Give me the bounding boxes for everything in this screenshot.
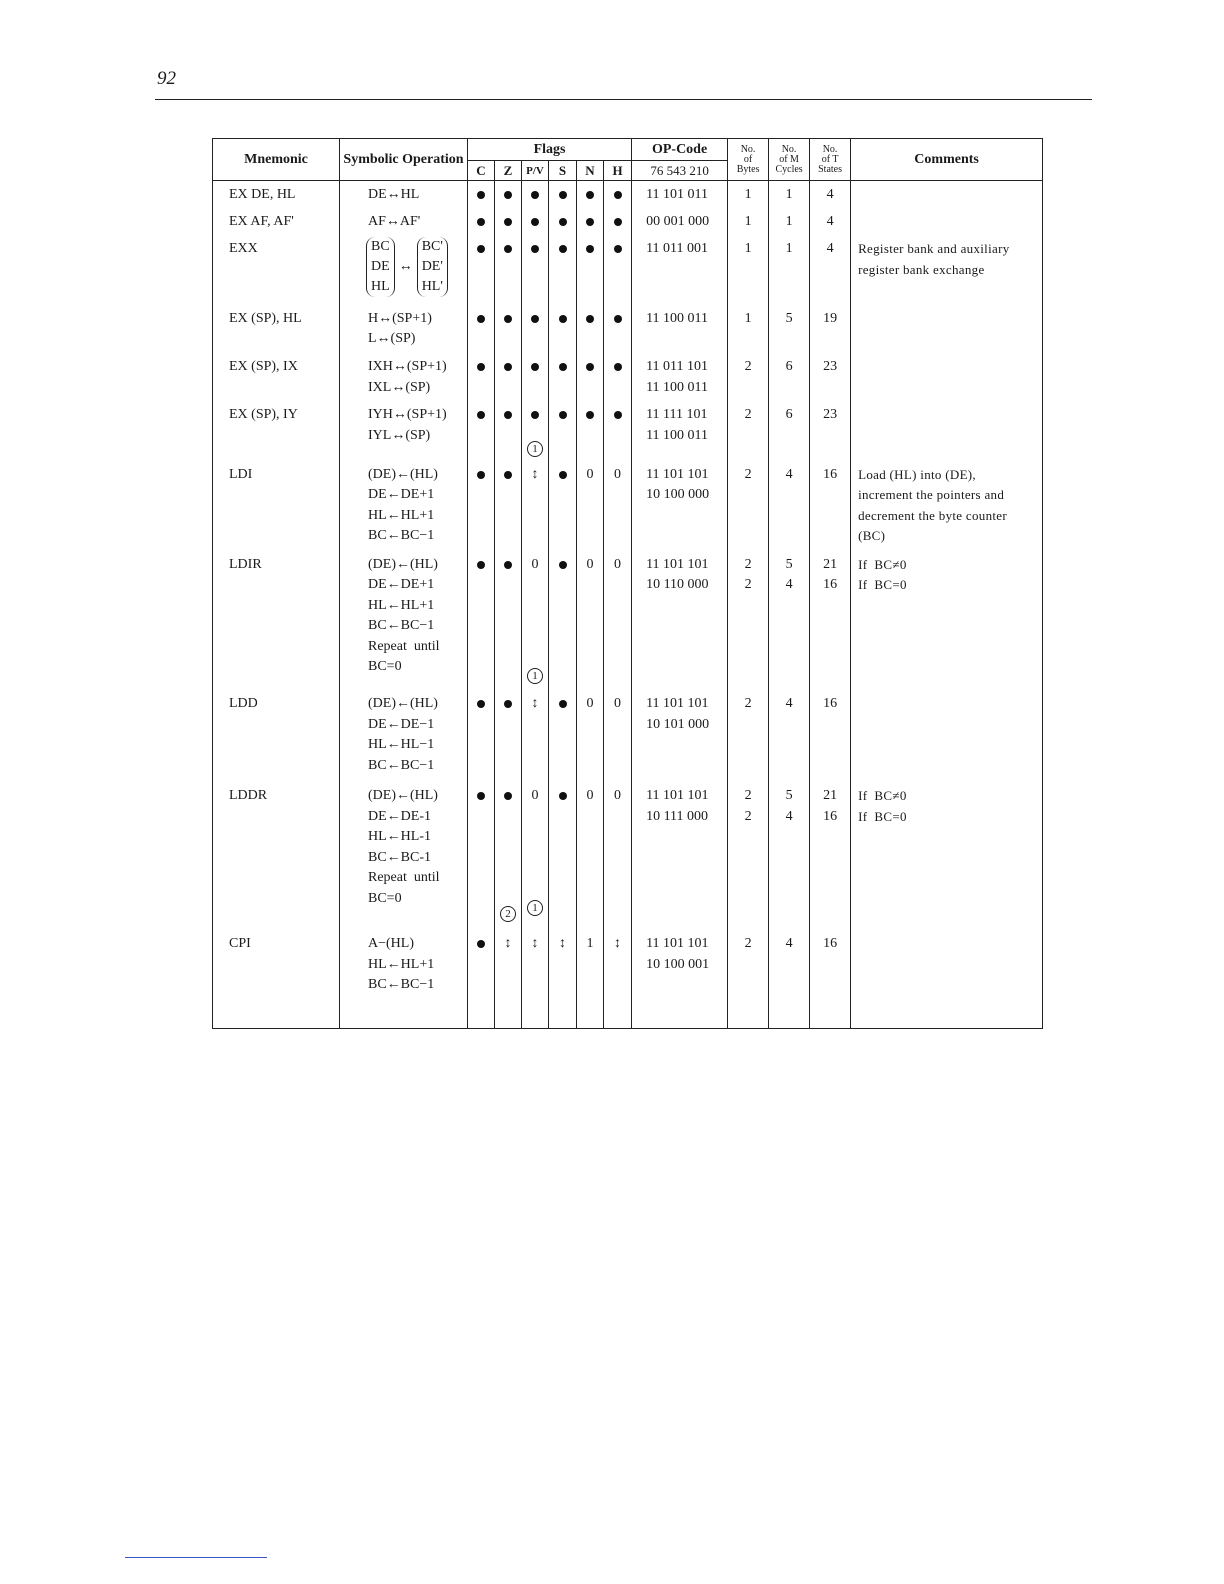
header-comments: Comments <box>851 139 1043 181</box>
dot-icon <box>504 700 512 708</box>
m-cycles-cell: 6 <box>769 399 810 460</box>
t-states-cell: 4 <box>810 181 851 207</box>
operation-cell: (DE)←(HL) DE←DE−1 HL←HL−1 BC←BC−1 <box>340 690 468 778</box>
dot-icon <box>504 191 512 199</box>
table-row <box>213 778 1043 928</box>
note-2-marker: 2 <box>500 906 516 922</box>
note-1-marker: 1 <box>527 441 543 457</box>
note-1-marker: 1 <box>527 900 543 916</box>
dot-icon <box>531 245 539 253</box>
dot-icon <box>531 218 539 226</box>
dot-icon <box>477 700 485 708</box>
comment-cell: Load (HL) into (DE), increment the pointers and decrement the byte counter (BC) <box>851 461 1043 549</box>
page-number: 92 <box>157 68 176 89</box>
table-row <box>213 461 1043 549</box>
opcode-cell: 11 101 101 10 101 000 <box>632 690 728 778</box>
operation-cell: A−(HL) HL←HL+1 BC←BC−1 <box>340 928 468 997</box>
table-row <box>213 399 1043 460</box>
mnemonic-cell: EX DE, HL <box>213 181 340 207</box>
t-states-cell: 21 16 <box>810 778 851 928</box>
opcode-cell: 11 101 101 10 100 001 <box>632 928 728 997</box>
bytes-cell: 1 <box>728 206 769 233</box>
table-row <box>213 928 1043 997</box>
bytes-cell: 2 <box>728 351 769 399</box>
dot-icon <box>559 245 567 253</box>
register-matrix-main: BC DE HL <box>366 237 395 297</box>
dot-icon <box>477 792 485 800</box>
table-row <box>213 181 1043 207</box>
opcode-cell: 11 111 101 11 100 011 <box>632 399 728 460</box>
flag-z-cell: ↕ <box>495 928 522 997</box>
t-states-cell: 23 <box>810 351 851 399</box>
table-row <box>213 303 1043 351</box>
dot-icon <box>504 561 512 569</box>
header-flag-s: S <box>549 161 577 181</box>
header-opcode-bits: 76 543 210 <box>632 161 728 181</box>
exchange-arrow: ↔ <box>398 259 413 275</box>
dot-icon <box>559 315 567 323</box>
operation-cell: (DE)←(HL) DE←DE-1 HL←HL-1 BC←BC-1 Repeat until BC=0 <box>340 778 468 928</box>
t-states-cell: 16 <box>810 928 851 997</box>
operation-cell: (DE)←(HL) DE←DE+1 HL←HL+1 BC←BC−1 <box>340 461 468 549</box>
bytes-cell: 1 <box>728 233 769 303</box>
dot-icon <box>614 218 622 226</box>
dot-icon <box>504 471 512 479</box>
mnemonic-cell: EX AF, AF' <box>213 206 340 233</box>
opcode-cell: 11 011 001 <box>632 233 728 303</box>
t-states-cell: 4 <box>810 206 851 233</box>
table-row <box>213 690 1043 778</box>
t-states-cell: 16 <box>810 461 851 549</box>
header-m-cycles: No. of M Cycles <box>769 139 810 181</box>
flag-pv-cell: ↕ <box>522 928 549 997</box>
bytes-cell: 2 2 <box>728 778 769 928</box>
flag-pv-cell: 0 1 <box>522 549 549 690</box>
mnemonic-cell: EX (SP), IY <box>213 399 340 460</box>
m-cycles-cell: 6 <box>769 351 810 399</box>
mnemonic-cell: EX (SP), HL <box>213 303 340 351</box>
dot-icon <box>559 191 567 199</box>
dot-icon <box>504 363 512 371</box>
operation-cell: (DE)←(HL) DE←DE+1 HL←HL+1 BC←BC−1 Repeat until BC=0 <box>340 549 468 690</box>
header-flag-pv: P/V <box>522 161 549 181</box>
operation-cell: DE↔HL <box>340 181 468 207</box>
header-rule <box>155 99 1092 100</box>
dot-icon <box>559 411 567 419</box>
header-symbolic-operation: Symbolic Operation <box>340 139 468 181</box>
dot-icon <box>586 363 594 371</box>
m-cycles-cell: 5 4 <box>769 549 810 690</box>
m-cycles-cell: 4 <box>769 928 810 997</box>
dot-icon <box>614 411 622 419</box>
dot-icon <box>531 191 539 199</box>
bytes-cell: 1 <box>728 181 769 207</box>
dot-icon <box>614 363 622 371</box>
dot-icon <box>559 700 567 708</box>
t-states-cell: 21 16 <box>810 549 851 690</box>
flag-h-cell: ↕ <box>604 928 632 997</box>
header-bytes: No. of Bytes <box>728 139 769 181</box>
dot-icon <box>531 315 539 323</box>
operation-cell: H↔(SP+1) L↔(SP) <box>340 303 468 351</box>
t-states-cell: 16 <box>810 690 851 778</box>
opcode-cell: 11 011 101 11 100 011 <box>632 351 728 399</box>
bytes-cell: 2 <box>728 690 769 778</box>
footer-rule <box>125 1557 267 1558</box>
flag-h-cell: 0 <box>604 690 632 778</box>
mnemonic-cell: LDI <box>213 461 340 549</box>
opcode-cell: 11 101 011 <box>632 181 728 207</box>
dot-icon <box>504 218 512 226</box>
m-cycles-cell: 1 <box>769 181 810 207</box>
flag-pv-cell: ↕ <box>522 461 549 549</box>
dot-icon <box>504 411 512 419</box>
flag-h-cell: 0 <box>604 778 632 928</box>
m-cycles-cell: 4 <box>769 690 810 778</box>
dot-icon <box>586 245 594 253</box>
t-states-cell: 4 <box>810 233 851 303</box>
header-t-states: No. of T States <box>810 139 851 181</box>
m-cycles-cell: 1 <box>769 206 810 233</box>
table-row <box>213 233 1043 303</box>
opcode-cell: 11 100 011 <box>632 303 728 351</box>
operation-cell <box>340 233 468 303</box>
dot-icon <box>477 940 485 948</box>
m-cycles-cell: 5 4 <box>769 778 810 928</box>
bytes-cell: 2 <box>728 399 769 460</box>
dot-icon <box>614 315 622 323</box>
flag-n-cell: 0 <box>577 778 604 928</box>
m-cycles-cell: 4 <box>769 461 810 549</box>
dot-icon <box>586 411 594 419</box>
comment-cell: Register bank and auxiliary register bank exchange <box>851 233 1043 303</box>
opcode-cell: 11 101 101 10 110 000 <box>632 549 728 690</box>
dot-icon <box>477 411 485 419</box>
flag-n-cell: 0 <box>577 690 604 778</box>
opcode-cell: 11 101 101 10 100 000 <box>632 461 728 549</box>
comment-cell: If BC≠0 If BC=0 <box>851 549 1043 690</box>
dot-icon <box>477 561 485 569</box>
comment-cell: If BC≠0 If BC=0 <box>851 778 1043 928</box>
bytes-cell: 1 <box>728 303 769 351</box>
mnemonic-cell: EX (SP), IX <box>213 351 340 399</box>
register-matrix-aux: BC' DE' HL' <box>417 237 448 297</box>
flag-h-cell: 0 <box>604 549 632 690</box>
header-flag-z: Z <box>495 161 522 181</box>
dot-icon <box>559 792 567 800</box>
dot-icon <box>614 191 622 199</box>
flag-n-cell: 1 <box>577 928 604 997</box>
dot-icon <box>614 245 622 253</box>
dot-icon <box>477 471 485 479</box>
bytes-cell: 2 2 <box>728 549 769 690</box>
flag-pv-cell: 0 1 <box>522 778 549 928</box>
header-flag-n: N <box>577 161 604 181</box>
table-row <box>213 206 1043 233</box>
header-flag-h: H <box>604 161 632 181</box>
mnemonic-cell: LDIR <box>213 549 340 690</box>
flag-s-cell: ↕ <box>549 928 577 997</box>
dot-icon <box>504 792 512 800</box>
opcode-cell: 11 101 101 10 111 000 <box>632 778 728 928</box>
dot-icon <box>531 411 539 419</box>
flag-pv-cell: ↕ <box>522 690 549 778</box>
header-flags: Flags <box>468 139 632 161</box>
flag-n-cell: 0 <box>577 461 604 549</box>
operation-cell: AF↔AF' <box>340 206 468 233</box>
t-states-cell: 19 <box>810 303 851 351</box>
flag-n-cell: 0 <box>577 549 604 690</box>
mnemonic-cell: CPI <box>213 928 340 997</box>
note-1-marker: 1 <box>527 668 543 684</box>
m-cycles-cell: 5 <box>769 303 810 351</box>
mnemonic-cell: LDD <box>213 690 340 778</box>
header-flag-c: C <box>468 161 495 181</box>
dot-icon <box>559 363 567 371</box>
bytes-cell: 2 <box>728 928 769 997</box>
t-states-cell: 23 <box>810 399 851 460</box>
opcode-cell: 00 001 000 <box>632 206 728 233</box>
dot-icon <box>586 315 594 323</box>
instruction-table <box>212 138 1043 1029</box>
dot-icon <box>477 363 485 371</box>
operation-cell: IYH↔(SP+1) IYL↔(SP) <box>340 399 468 460</box>
dot-icon <box>559 218 567 226</box>
dot-icon <box>586 191 594 199</box>
dot-icon <box>477 315 485 323</box>
operation-cell: IXH↔(SP+1) IXL↔(SP) <box>340 351 468 399</box>
mnemonic-cell: EXX <box>213 233 340 303</box>
dot-icon <box>586 218 594 226</box>
table-row <box>213 549 1043 690</box>
m-cycles-cell: 1 <box>769 233 810 303</box>
table-row <box>213 351 1043 399</box>
bytes-cell: 2 <box>728 461 769 549</box>
mnemonic-cell: LDDR <box>213 778 340 928</box>
dot-icon <box>504 315 512 323</box>
dot-icon <box>559 471 567 479</box>
dot-icon <box>477 245 485 253</box>
dot-icon <box>504 245 512 253</box>
dot-icon <box>477 218 485 226</box>
dot-icon <box>477 191 485 199</box>
header-opcode: OP-Code <box>632 139 728 161</box>
header-mnemonic: Mnemonic <box>213 139 340 181</box>
dot-icon <box>531 363 539 371</box>
flag-h-cell: 0 <box>604 461 632 549</box>
dot-icon <box>559 561 567 569</box>
